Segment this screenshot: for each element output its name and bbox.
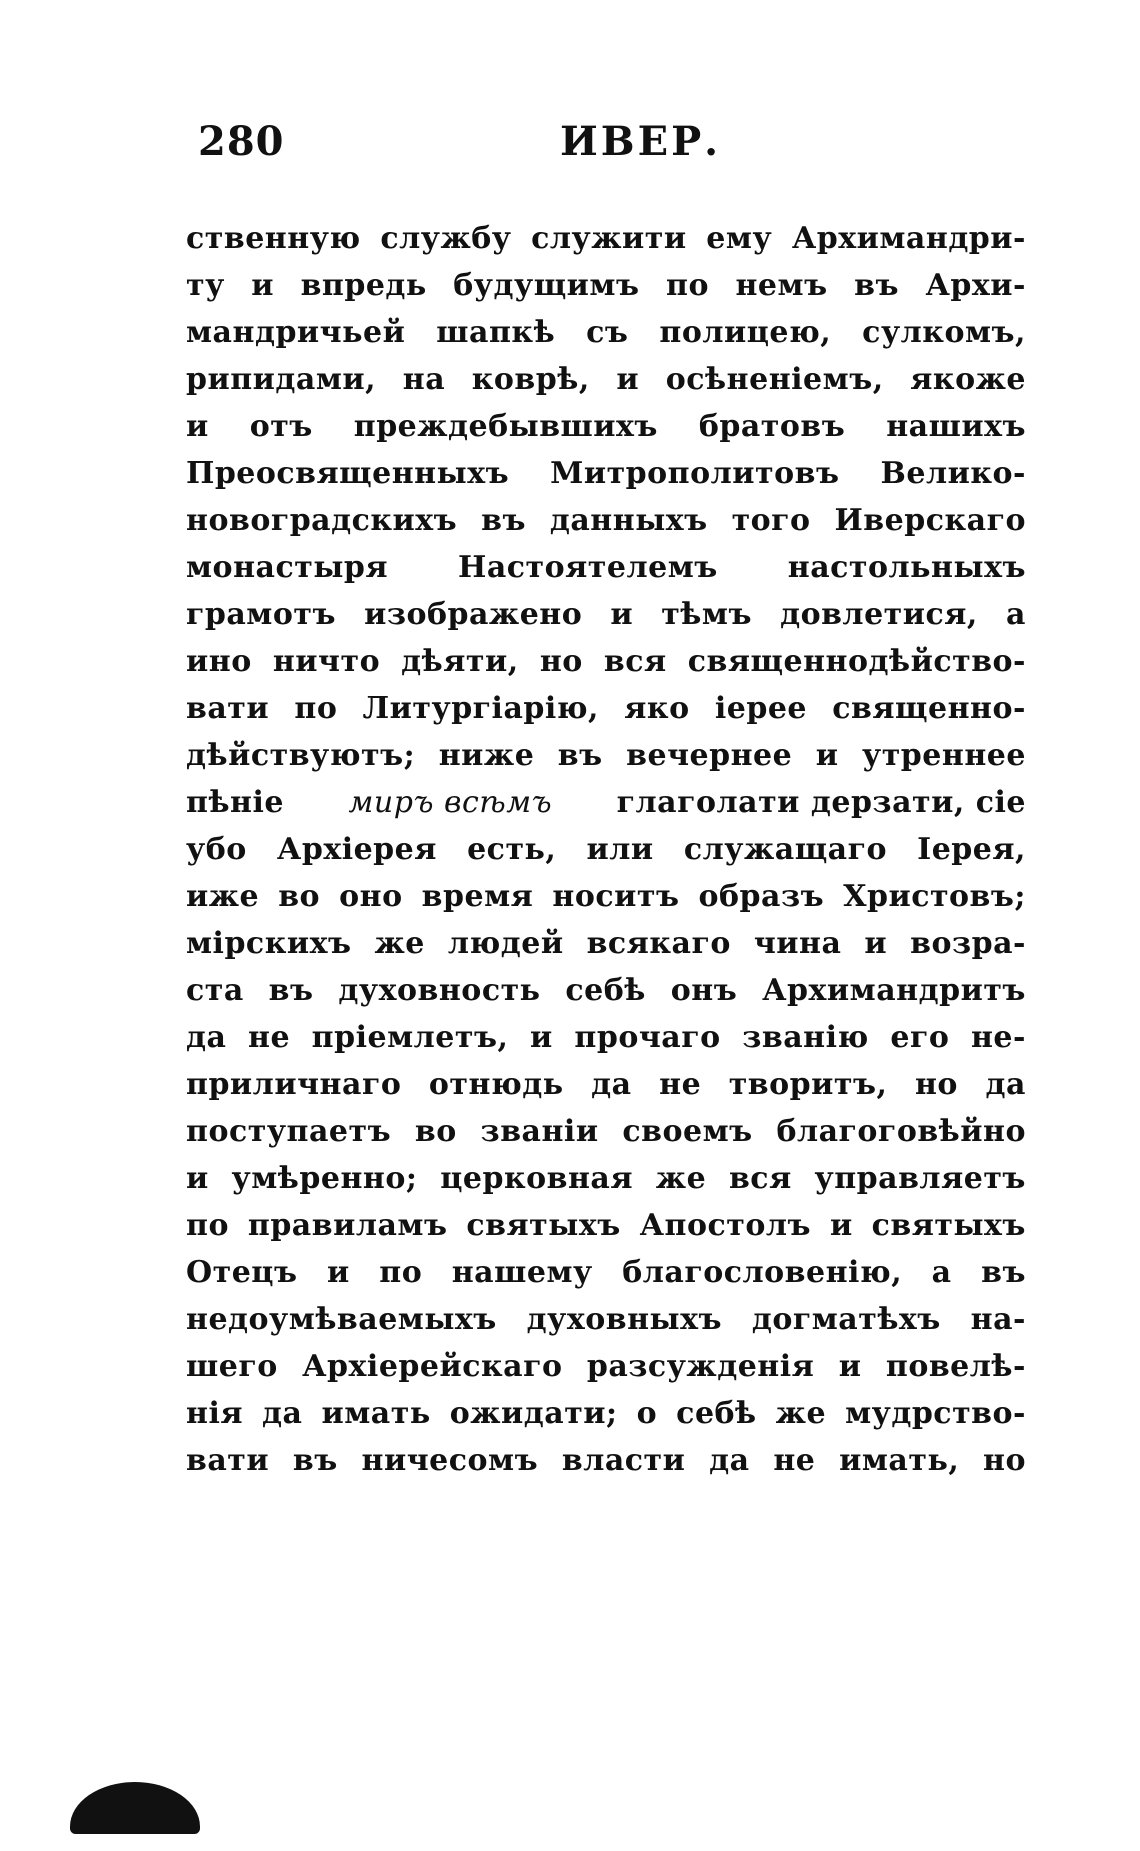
word: всякаго xyxy=(586,926,731,961)
word: умѣренно; xyxy=(231,1161,418,1196)
word: образъ xyxy=(698,879,825,914)
text-line xyxy=(186,403,1026,450)
word: братовъ xyxy=(698,409,846,444)
word: мудрство- xyxy=(845,1396,1026,1431)
word: Митрополитовъ xyxy=(550,456,840,491)
word: повелѣ- xyxy=(885,1349,1026,1384)
word: Архіерейскаго xyxy=(302,1349,563,1384)
word: того xyxy=(731,503,811,538)
word: не xyxy=(659,1067,702,1102)
word: но xyxy=(914,1067,958,1102)
word: ему xyxy=(706,221,773,256)
word: ниже xyxy=(438,738,535,773)
text-line-with-italic: пѣніе миръ всѣмъ глаголати дерзати, сіе xyxy=(186,779,1026,826)
word: преждебывшихъ xyxy=(353,409,658,444)
word: поступаетъ xyxy=(186,1114,392,1149)
word: во xyxy=(414,1114,457,1149)
word: да xyxy=(186,1020,227,1055)
word: Іерея, xyxy=(917,832,1026,867)
word: да xyxy=(985,1067,1026,1102)
word: догматѣхъ xyxy=(751,1302,941,1337)
text-line xyxy=(186,544,1026,591)
word: пріемлетъ, xyxy=(311,1020,509,1055)
word: о xyxy=(636,1396,658,1431)
word: по xyxy=(666,268,709,303)
word: себѣ xyxy=(565,973,646,1008)
word: утреннее xyxy=(862,738,1026,773)
word: и xyxy=(186,409,209,444)
word: своемъ xyxy=(622,1114,753,1149)
word: а xyxy=(931,1255,952,1290)
word: себѣ xyxy=(676,1396,757,1431)
word: вечернее xyxy=(626,738,793,773)
word: оно xyxy=(339,879,403,914)
word: мірскихъ xyxy=(186,926,352,961)
word: и xyxy=(610,597,634,632)
word: священно- xyxy=(832,691,1026,726)
ink-blot xyxy=(70,1782,200,1834)
word: церковная xyxy=(440,1161,634,1196)
word: дѣяти, xyxy=(401,644,519,679)
word: разсужденія xyxy=(586,1349,815,1384)
text-line xyxy=(186,685,1026,732)
word: и xyxy=(829,1208,853,1243)
word: духовныхъ xyxy=(526,1302,723,1337)
word: иже xyxy=(186,879,260,914)
word: ту xyxy=(186,268,225,303)
text-line xyxy=(186,732,1026,779)
word: коврѣ, xyxy=(471,362,590,397)
word: немъ xyxy=(735,268,828,303)
text-line xyxy=(186,1061,1026,1108)
word: вся xyxy=(603,644,667,679)
text-line xyxy=(186,1108,1026,1155)
word: настольныхъ xyxy=(787,550,1026,585)
word: рипидами, xyxy=(186,362,377,397)
word: правиламъ xyxy=(247,1208,448,1243)
word: вся xyxy=(728,1161,792,1196)
word: сулкомъ, xyxy=(862,315,1026,350)
italic-phrase: миръ всѣмъ xyxy=(348,785,553,820)
word: довлетися, xyxy=(780,597,978,632)
word: въ xyxy=(268,973,314,1008)
word: его xyxy=(890,1020,950,1055)
word: и xyxy=(616,362,640,397)
text-line xyxy=(186,1390,1026,1437)
word: служащаго xyxy=(683,832,887,867)
word: Велико- xyxy=(880,456,1026,491)
word: дѣйствуютъ; xyxy=(186,738,416,773)
text-line xyxy=(186,1155,1026,1202)
word: людей xyxy=(447,926,564,961)
word: и xyxy=(815,738,839,773)
word: и xyxy=(838,1349,862,1384)
word: прочаго xyxy=(574,1020,721,1055)
word: тѣмъ xyxy=(661,597,752,632)
word: благоговѣйно xyxy=(776,1114,1026,1149)
text-line xyxy=(186,1202,1026,1249)
word: въ xyxy=(557,738,603,773)
word: Архимандритъ xyxy=(762,973,1026,1008)
word: Литургіарію, xyxy=(362,691,599,726)
word: нашему xyxy=(451,1255,593,1290)
word: нія xyxy=(186,1396,244,1431)
word: по xyxy=(294,691,338,726)
word: духовность xyxy=(338,973,541,1008)
word: да xyxy=(591,1067,632,1102)
text-line xyxy=(186,826,1026,873)
word: или xyxy=(586,832,654,867)
word: службу xyxy=(380,221,512,256)
word: полицею, xyxy=(659,315,832,350)
word: недоумѣваемыхъ xyxy=(186,1302,497,1337)
text-line xyxy=(186,1296,1026,1343)
word: Иверскаго xyxy=(834,503,1026,538)
word: святыхъ xyxy=(871,1208,1026,1243)
word: Архіерея xyxy=(276,832,437,867)
word: Архимандри- xyxy=(791,221,1026,256)
word: новоградскихъ xyxy=(186,503,458,538)
word: отнюдь xyxy=(428,1067,564,1102)
word: творитъ, xyxy=(728,1067,888,1102)
word: не xyxy=(773,1443,816,1478)
word: же xyxy=(374,926,425,961)
text-line xyxy=(186,309,1026,356)
word: но xyxy=(539,644,583,679)
word: имать, xyxy=(839,1443,960,1478)
word: съ xyxy=(586,315,629,350)
word: служити xyxy=(531,221,687,256)
text-line xyxy=(186,920,1026,967)
word: и xyxy=(186,1161,209,1196)
word: грамотъ xyxy=(186,597,336,632)
word: же xyxy=(775,1396,827,1431)
word: онъ xyxy=(670,973,738,1008)
word: Апостолъ xyxy=(639,1208,812,1243)
word: и xyxy=(326,1255,350,1290)
word: во xyxy=(278,879,321,914)
word: Христовъ; xyxy=(843,879,1026,914)
word: въ xyxy=(981,1255,1026,1290)
word: данныхъ xyxy=(549,503,708,538)
word: ственную xyxy=(186,221,361,256)
text-line xyxy=(186,450,1026,497)
word: званію xyxy=(742,1020,869,1055)
word: осѣненіемъ, xyxy=(665,362,884,397)
word: и xyxy=(864,926,888,961)
text-line xyxy=(186,1014,1026,1061)
word: Настоятелемъ xyxy=(458,550,718,585)
word: власти xyxy=(561,1443,686,1478)
word: въ xyxy=(854,268,899,303)
word: ничто xyxy=(272,644,381,679)
word: вати xyxy=(186,1443,270,1478)
word: шапкѣ xyxy=(436,315,556,350)
word: не xyxy=(248,1020,291,1055)
text-line xyxy=(186,967,1026,1014)
text-line xyxy=(186,1343,1026,1390)
word: по xyxy=(186,1208,229,1243)
word: управляетъ xyxy=(814,1161,1026,1196)
word: да xyxy=(709,1443,750,1478)
text-line xyxy=(186,356,1026,403)
word: а xyxy=(1005,597,1026,632)
word: званіи xyxy=(480,1114,599,1149)
text-line xyxy=(186,497,1026,544)
word: шего xyxy=(186,1349,278,1384)
word: и xyxy=(251,268,275,303)
word: чина xyxy=(753,926,842,961)
word: время xyxy=(421,879,534,914)
word: возра- xyxy=(910,926,1026,961)
word: ста xyxy=(186,973,244,1008)
body-text xyxy=(186,215,1026,1484)
word: на- xyxy=(970,1302,1026,1337)
word: приличнаго xyxy=(186,1067,402,1102)
word: ничесомъ xyxy=(361,1443,539,1478)
text-line xyxy=(186,262,1026,309)
word: Преосвященныхъ xyxy=(186,456,510,491)
word: мандричьей xyxy=(186,315,406,350)
text-line xyxy=(186,591,1026,638)
word: нашихъ xyxy=(886,409,1026,444)
word: въ xyxy=(292,1443,338,1478)
text-line xyxy=(186,638,1026,685)
word: впредь xyxy=(300,268,427,303)
word: Архи- xyxy=(925,268,1026,303)
word: отъ xyxy=(249,409,313,444)
word: на xyxy=(402,362,446,397)
word: вати xyxy=(186,691,270,726)
text-line xyxy=(186,1437,1026,1484)
word: не- xyxy=(970,1020,1026,1055)
text-line xyxy=(186,215,1026,262)
word: въ xyxy=(481,503,526,538)
page-number: 280 xyxy=(198,118,285,165)
word: яко xyxy=(624,691,690,726)
text-line xyxy=(186,873,1026,920)
word: ожидати; xyxy=(449,1396,618,1431)
word: да xyxy=(262,1396,303,1431)
word: имать xyxy=(321,1396,431,1431)
word: но xyxy=(983,1443,1026,1478)
word: священнодѣйство- xyxy=(687,644,1026,679)
word: и xyxy=(530,1020,553,1055)
word: есть, xyxy=(467,832,557,867)
running-head: ИВЕР. xyxy=(560,118,722,165)
word: благословенію, xyxy=(622,1255,903,1290)
word: ино xyxy=(186,644,252,679)
word: изображено xyxy=(364,597,583,632)
word: убо xyxy=(186,832,247,867)
word: носитъ xyxy=(552,879,680,914)
word: монастыря xyxy=(186,550,389,585)
word: по xyxy=(379,1255,423,1290)
word: іерее xyxy=(714,691,807,726)
word: Отецъ xyxy=(186,1255,298,1290)
word: якоже xyxy=(910,362,1026,397)
text-line xyxy=(186,1249,1026,1296)
word: же xyxy=(655,1161,707,1196)
word: будущимъ xyxy=(453,268,640,303)
word: святыхъ xyxy=(466,1208,621,1243)
